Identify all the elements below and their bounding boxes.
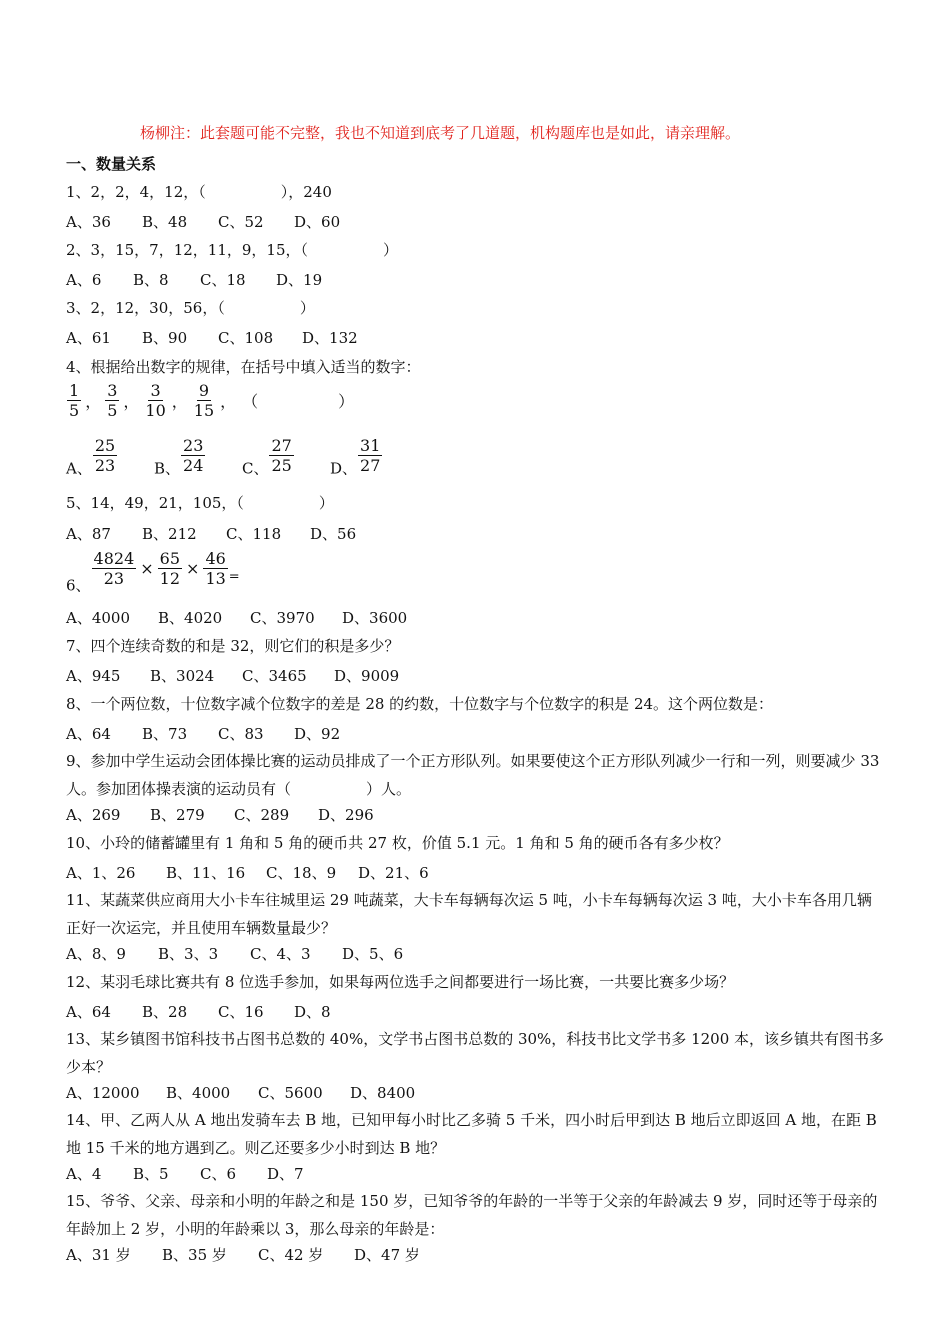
question-15: 15、爷爷、父亲、母亲和小明的年龄之和是 150 岁，已知爷爷的年龄的一半等于父亲的年龄减去 9 岁，同时还等于母亲的年龄加上 2 岁，小明的年龄乘以 3，那么母亲的年龄是： <box>66 1192 878 1238</box>
option-c[interactable]: C、16 <box>218 1003 264 1021</box>
fraction: $\frac{1}{5}$ <box>69 381 80 420</box>
question-7-options <box>66 665 399 686</box>
question-11: 11、某蔬菜供应商用大小卡车往城里运 29 吨蔬菜，大卡车每辆每次运 5 吨，小卡车每辆每次运 3 吨，大小卡车各用几辆正好一次运完，并且使用车辆数量最少？ <box>66 891 872 937</box>
option-d[interactable]: D、3600 <box>342 609 408 627</box>
option-d[interactable]: D、92 <box>294 725 341 743</box>
option-b[interactable]: B、73 <box>142 725 188 743</box>
option-d[interactable]: D、56 <box>310 525 357 543</box>
question-12-options <box>66 1001 331 1022</box>
question-5-options <box>66 523 356 544</box>
option-b[interactable]: B、212 <box>142 525 197 543</box>
option-a[interactable]: A、8、9 <box>66 945 126 963</box>
option-a[interactable]: A、 $\frac{25}{23}$ <box>66 436 116 478</box>
fraction: $\frac{3}{10}$ <box>145 381 166 420</box>
question-4-options <box>66 437 383 479</box>
option-b[interactable]: B、11、16 <box>166 864 246 882</box>
option-a[interactable]: A、61 <box>66 329 111 347</box>
question-15-options <box>66 1244 420 1265</box>
question-10-options <box>66 862 429 883</box>
option-d[interactable]: D、9009 <box>334 667 400 685</box>
option-a[interactable]: A、6 <box>66 271 102 289</box>
option-c[interactable]: C、18、9 <box>266 864 337 882</box>
question-9-options <box>66 804 374 825</box>
question-4: 4、根据给出数字的规律，在括号中填入适当的数字： <box>66 358 421 376</box>
option-a[interactable]: A、269 <box>66 806 121 824</box>
question-4-sequence: $\frac{1}{5}$ ， $\frac{3}{5}$ ， $\frac{3}{10}$ ， $\frac{9}{15}$ ， （ ） <box>69 381 355 420</box>
question-12: 12、某羽毛球比赛共有 8 位选手参加，如果每两位选手之间都要进行一场比赛，一共要比赛多少场？ <box>66 973 735 991</box>
option-b[interactable]: B、 $\frac{23}{24}$ <box>154 436 204 478</box>
question-14: 14、甲、乙两人从 A 地出发骑车去 B 地，已知甲每小时比乙多骑 5 千米，四小时后甲到达 B 地后立即返回 A 地，在距 B 地 15 千米的地方遇到乙。则乙还要多少小时到达 B 地？ <box>66 1111 877 1157</box>
option-a[interactable]: A、12000 <box>66 1084 140 1102</box>
option-a[interactable]: A、64 <box>66 725 111 743</box>
question-9: 9、参加中学生运动会团体操比赛的运动员排成了一个正方形队列。如果要使这个正方形队列减少一行和一列，则要减少 33 人。参加团体操表演的运动员有（ ）人。 <box>66 752 880 798</box>
question-6-options <box>66 607 407 628</box>
option-c[interactable]: C、3970 <box>250 609 315 627</box>
option-b[interactable]: B、3、3 <box>158 945 219 963</box>
option-a[interactable]: A、64 <box>66 1003 111 1021</box>
question-8: 8、一个两位数，十位数字减个位数字的差是 28 的约数，十位数字与个位数字的积是 24。这个两位数是： <box>66 695 774 713</box>
option-c[interactable]: C、108 <box>218 329 274 347</box>
option-c[interactable]: C、4、3 <box>250 945 311 963</box>
option-b[interactable]: B、8 <box>133 271 169 289</box>
answer-blank: （ ） <box>242 392 355 411</box>
fraction: $\frac{4824}{23}$ <box>93 549 135 588</box>
question-11-options <box>66 943 403 964</box>
fraction: $\frac{9}{15}$ <box>193 381 215 420</box>
fraction: $\frac{46}{13}$ <box>205 549 226 588</box>
question-1-options <box>66 211 340 232</box>
fraction: $\frac{3}{5}$ <box>107 381 118 420</box>
option-d[interactable]: D、47 岁 <box>354 1246 420 1264</box>
option-c[interactable]: C、5600 <box>258 1084 323 1102</box>
option-a[interactable]: A、31 岁 <box>66 1246 131 1264</box>
option-c[interactable]: C、6 <box>200 1165 237 1183</box>
option-c[interactable]: C、 $\frac{27}{25}$ <box>242 436 292 478</box>
option-b[interactable]: B、28 <box>142 1003 188 1021</box>
option-c[interactable]: C、289 <box>234 806 290 824</box>
option-d[interactable]: D、296 <box>318 806 374 824</box>
option-c[interactable]: C、83 <box>218 725 264 743</box>
option-b[interactable]: B、5 <box>133 1165 169 1183</box>
option-b[interactable]: B、279 <box>150 806 205 824</box>
option-a[interactable]: A、4 <box>66 1165 102 1183</box>
question-3: 3、2，12，30，56，（ ） <box>66 299 315 317</box>
option-a[interactable]: A、36 <box>66 213 111 231</box>
question-8-options <box>66 723 340 744</box>
option-a[interactable]: A、87 <box>66 525 111 543</box>
option-b[interactable]: B、48 <box>142 213 188 231</box>
question-5: 5、14，49，21，105，（ ） <box>66 494 334 512</box>
option-b[interactable]: B、3024 <box>150 667 215 685</box>
option-c[interactable]: C、118 <box>226 525 282 543</box>
fraction: $\frac{65}{12}$ <box>159 549 181 588</box>
option-d[interactable]: D、 $\frac{31}{27}$ <box>330 436 381 478</box>
option-d[interactable]: D、19 <box>276 271 323 289</box>
option-a[interactable]: A、945 <box>66 667 121 685</box>
section-title: 一、数量关系 <box>66 155 157 173</box>
option-d[interactable]: D、132 <box>302 329 358 347</box>
option-b[interactable]: B、4000 <box>166 1084 231 1102</box>
option-d[interactable]: D、8400 <box>350 1084 416 1102</box>
option-c[interactable]: C、18 <box>200 271 246 289</box>
option-b[interactable]: B、4020 <box>158 609 223 627</box>
option-d[interactable]: D、7 <box>267 1165 304 1183</box>
question-13-options <box>66 1082 415 1103</box>
question-1: 1、2，2，4，12，（ ），240 <box>66 183 332 201</box>
option-b[interactable]: B、35 岁 <box>162 1246 227 1264</box>
question-3-options <box>66 327 358 348</box>
option-c[interactable]: C、3465 <box>242 667 307 685</box>
option-a[interactable]: A、4000 <box>66 609 131 627</box>
option-d[interactable]: D、8 <box>294 1003 331 1021</box>
option-d[interactable]: D、60 <box>294 213 341 231</box>
option-c[interactable]: C、42 岁 <box>258 1246 324 1264</box>
option-d[interactable]: D、5、6 <box>342 945 404 963</box>
question-2: 2、3，15，7，12，11，9，15，（ ） <box>66 241 399 259</box>
question-13: 13、某乡镇图书馆科技书占图书总数的 40%，文学书占图书总数的 30%，科技书比文学书多 1200 本，该乡镇共有图书多少本？ <box>66 1030 885 1076</box>
question-7: 7、四个连续奇数的和是 32，则它们的积是多少？ <box>66 637 400 655</box>
option-d[interactable]: D、21、6 <box>358 864 429 882</box>
question-10: 10、小玲的储蓄罐里有 1 角和 5 角的硬币共 27 枚，价值 5.1 元。1 角和 5 角的硬币各有多少枚？ <box>66 834 729 852</box>
option-b[interactable]: B、90 <box>142 329 188 347</box>
question-2-options <box>66 269 322 290</box>
question-14-options <box>66 1163 304 1184</box>
question-6: 6、 $\frac{4824}{23}$ × $\frac{65}{12}$ × $\frac{46}{13}$ = <box>66 549 240 595</box>
option-c[interactable]: C、52 <box>218 213 264 231</box>
option-a[interactable]: A、1、26 <box>66 864 136 882</box>
editor-note: 杨柳注：此套题可能不完整，我也不知道到底考了几道题，机构题库也是如此，请亲理解。 <box>140 124 741 142</box>
